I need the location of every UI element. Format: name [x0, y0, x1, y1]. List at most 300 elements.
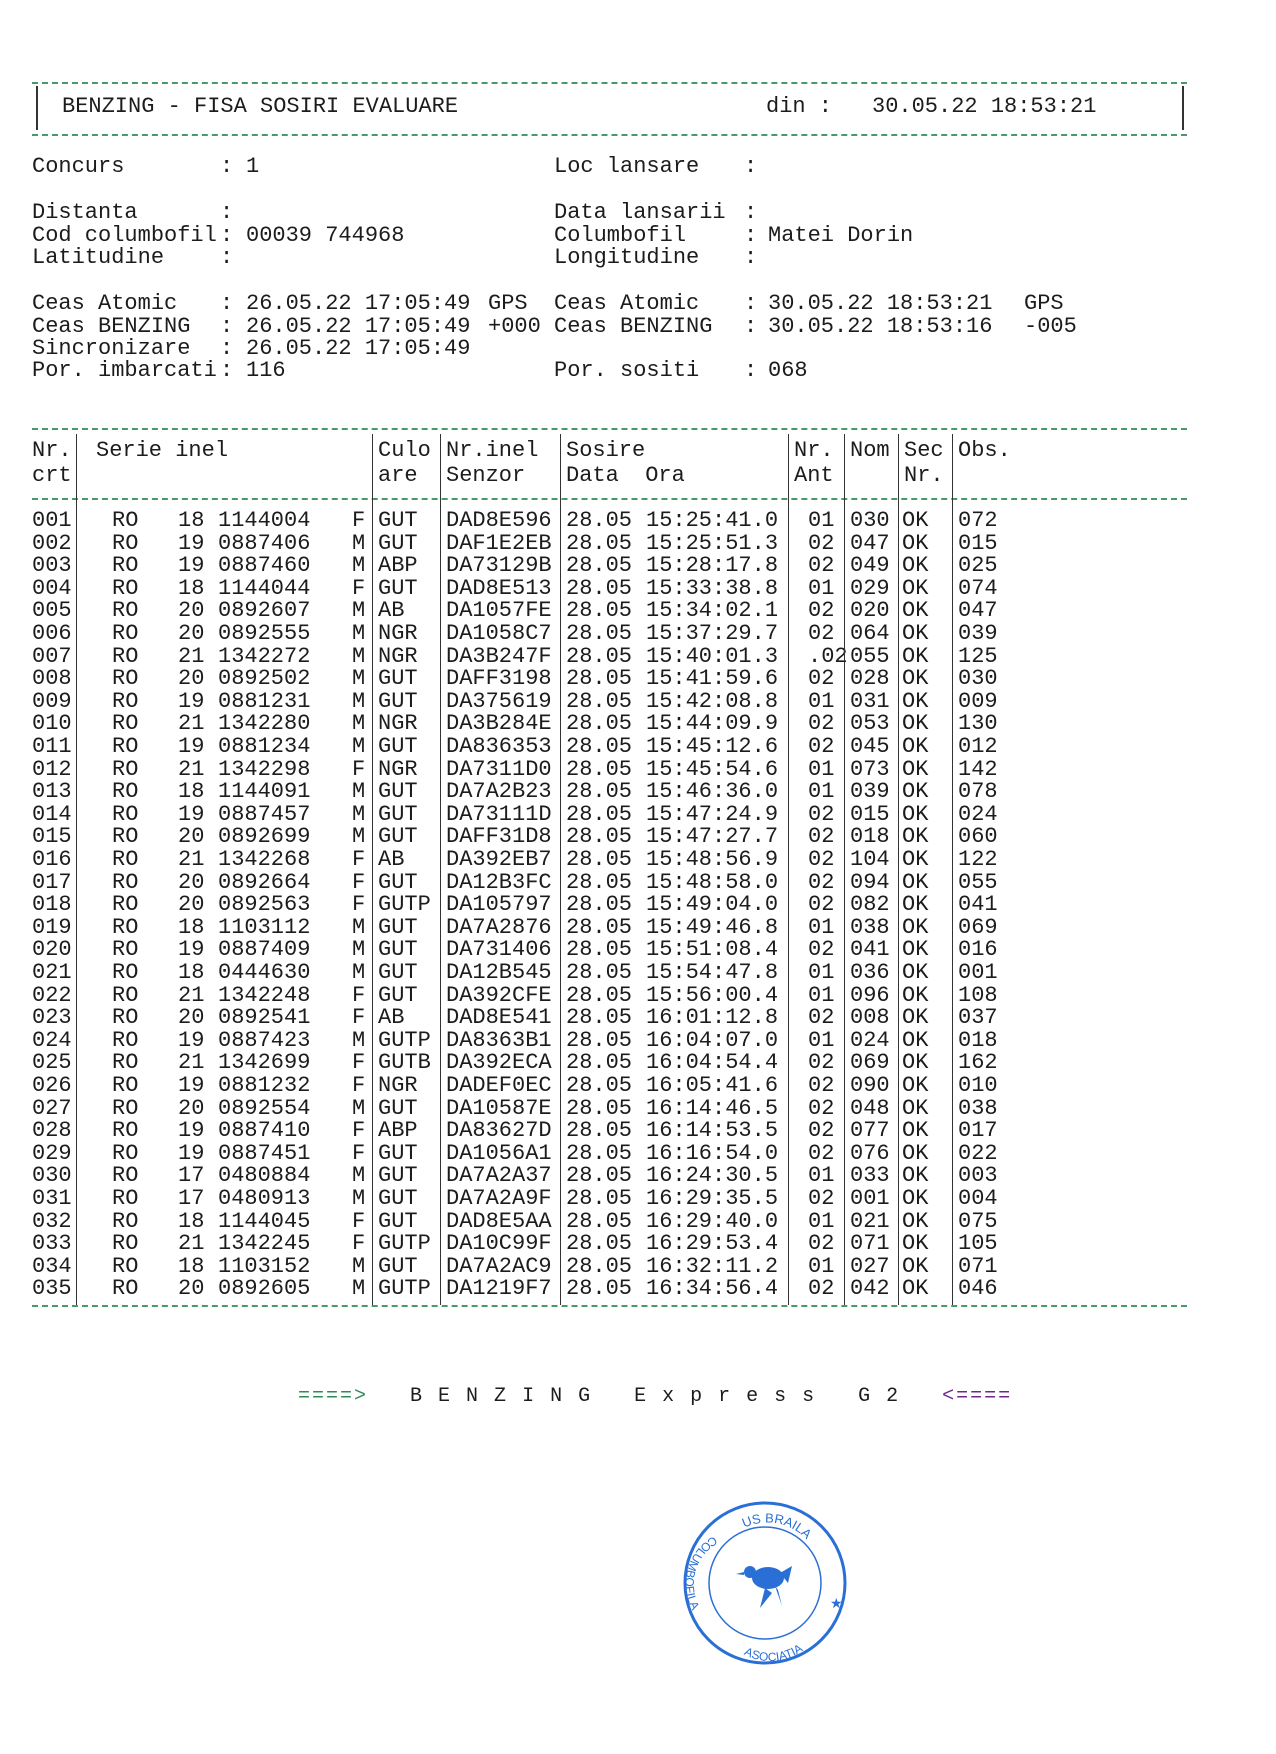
cell-ora: 16:04:54.4	[646, 1050, 779, 1076]
cell-senzor: DA73129B	[446, 553, 552, 579]
cell-ant: 01	[808, 1253, 835, 1279]
cell-culoare: GUT	[378, 982, 418, 1008]
cell-data: 28.05	[566, 982, 633, 1008]
cell-nr: 026	[32, 1073, 72, 1098]
cell-sec: OK	[902, 937, 929, 963]
stamp-text-top: US BRAILA	[739, 1510, 815, 1542]
cell-senzor: DA836353	[446, 734, 552, 759]
cell-nr: 025	[32, 1050, 72, 1076]
cell-culoare: NGR	[378, 711, 418, 737]
cell-nr: 003	[32, 553, 72, 579]
cell-ora: 15:49:46.8	[646, 914, 779, 940]
cell-obs: 015	[958, 530, 998, 556]
table-row	[32, 892, 1192, 917]
cell-ant: 01	[808, 508, 835, 533]
cell-data: 28.05	[566, 779, 633, 805]
cell-inel: 0480884	[218, 1163, 311, 1189]
cell-nr: 007	[32, 643, 72, 669]
cell-inel: 0892554	[218, 1095, 311, 1121]
table-row	[32, 1096, 1192, 1121]
cell-senzor: DA105797	[446, 892, 552, 918]
cell-sec: OK	[902, 734, 929, 759]
cell-ora: 16:01:12.8	[646, 1005, 779, 1031]
header-bottom-rule	[32, 134, 1187, 136]
cell-nr: 017	[32, 869, 72, 895]
cell-senzor: DAD8E5AA	[446, 1208, 552, 1234]
cell-nr: 034	[32, 1253, 72, 1279]
cell-sex: F	[352, 575, 366, 601]
th-obs: Obs.	[958, 438, 1011, 463]
cell-sec: OK	[902, 711, 929, 737]
cell-culoare: GUT	[378, 801, 418, 827]
cell-tara: RO	[112, 779, 139, 805]
header-right-bar	[1182, 86, 1184, 130]
cell-obs: 142	[958, 756, 998, 782]
cell-sec: OK	[902, 666, 929, 692]
cell-nom: 082	[850, 892, 890, 918]
cell-ora: 15:47:27.7	[646, 824, 779, 850]
cell-inel: 0881231	[218, 688, 311, 714]
cell-nom: 024	[850, 1027, 890, 1053]
cell-inel: 0444630	[218, 960, 311, 985]
cell-an: 20	[178, 666, 205, 692]
table-row	[32, 598, 1192, 623]
info-right-separator: :	[744, 291, 758, 316]
info-left-separator: :	[220, 245, 234, 270]
cell-tara: RO	[112, 508, 139, 533]
cell-culoare: GUT	[378, 734, 418, 759]
cell-an: 17	[178, 1186, 205, 1211]
table-row	[32, 1028, 1192, 1053]
cell-tara: RO	[112, 892, 139, 918]
cell-data: 28.05	[566, 1073, 633, 1098]
cell-obs: 010	[958, 1073, 998, 1098]
table-row	[32, 824, 1192, 849]
cell-senzor: DA1057FE	[446, 598, 552, 624]
cell-tara: RO	[112, 643, 139, 669]
cell-ant: 02	[808, 1005, 835, 1031]
cell-sex: F	[352, 1231, 366, 1257]
cell-sec: OK	[902, 801, 929, 827]
cell-data: 28.05	[566, 530, 633, 556]
cell-nom: 042	[850, 1276, 890, 1302]
info-right-label: Columbofil	[554, 223, 687, 248]
cell-ant: 01	[808, 982, 835, 1008]
cell-sex: M	[352, 711, 366, 737]
table-header-rule	[32, 498, 1187, 500]
cell-senzor: DA10C99F	[446, 1231, 552, 1257]
cell-ant: 02	[808, 711, 835, 737]
table-row	[32, 1163, 1192, 1188]
footer-banner	[242, 1362, 1012, 1431]
cell-obs: 003	[958, 1163, 998, 1189]
cell-inel: 1342280	[218, 711, 311, 737]
cell-inel: 0887406	[218, 530, 311, 556]
cell-inel: 1144091	[218, 779, 311, 805]
cell-sec: OK	[902, 1208, 929, 1234]
cell-sec: OK	[902, 1073, 929, 1098]
cell-an: 21	[178, 711, 205, 737]
cell-sec: OK	[902, 1231, 929, 1257]
cell-data: 28.05	[566, 1276, 633, 1302]
info-left-value: 26.05.22 17:05:49	[246, 314, 471, 339]
cell-obs: 075	[958, 1208, 998, 1234]
cell-tara: RO	[112, 1186, 139, 1211]
cell-culoare: GUT	[378, 937, 418, 963]
cell-inel: 0887451	[218, 1140, 311, 1166]
cell-sec: OK	[902, 824, 929, 850]
th-senzor: Senzor	[446, 463, 526, 488]
info-right-label: Longitudine	[554, 245, 700, 270]
th-serie-inel: Serie inel	[96, 438, 229, 463]
cell-ant: 02	[808, 621, 835, 646]
th-crt: crt	[32, 463, 72, 488]
info-right-extra: GPS	[1024, 291, 1064, 316]
cell-nom: 039	[850, 779, 890, 805]
cell-obs: 041	[958, 892, 998, 918]
cell-culoare: GUT	[378, 1208, 418, 1234]
info-left-value: 116	[246, 358, 286, 383]
cell-nom: 038	[850, 914, 890, 940]
table-row	[32, 508, 1192, 533]
cell-ant: 02	[808, 1231, 835, 1257]
footer-arrow-left: ====>	[298, 1385, 369, 1408]
cell-ant: 01	[808, 779, 835, 805]
cell-senzor: DAD8E513	[446, 575, 552, 601]
cell-sex: F	[352, 982, 366, 1008]
cell-nr: 014	[32, 801, 72, 827]
cell-nr: 024	[32, 1027, 72, 1053]
cell-senzor: DA7A2AC9	[446, 1253, 552, 1279]
cell-inel: 0892563	[218, 892, 311, 918]
cell-tara: RO	[112, 553, 139, 579]
cell-nom: 008	[850, 1005, 890, 1031]
cell-an: 20	[178, 621, 205, 646]
cell-senzor: DA1219F7	[446, 1276, 552, 1302]
info-right-label: Data lansarii	[554, 200, 726, 225]
cell-sex: M	[352, 1095, 366, 1121]
cell-inel: 0887457	[218, 801, 311, 827]
cell-sex: M	[352, 801, 366, 827]
cell-nr: 005	[32, 598, 72, 624]
cell-sex: M	[352, 621, 366, 646]
cell-data: 28.05	[566, 847, 633, 872]
info-left-label: Concurs	[32, 154, 125, 179]
cell-senzor: DA1058C7	[446, 621, 552, 646]
cell-senzor: DA392EB7	[446, 847, 552, 872]
cell-data: 28.05	[566, 553, 633, 579]
cell-an: 19	[178, 801, 205, 827]
cell-sec: OK	[902, 1163, 929, 1189]
info-left-separator: :	[220, 154, 234, 179]
cell-ant: 02	[808, 937, 835, 963]
cell-an: 19	[178, 553, 205, 579]
footer-text: B E N Z I N G E x p r e s s G 2	[410, 1385, 901, 1408]
cell-culoare: GUT	[378, 508, 418, 533]
info-right-value: 30.05.22 18:53:21	[768, 291, 993, 316]
info-right-label: Ceas Atomic	[554, 291, 700, 316]
cell-an: 20	[178, 892, 205, 918]
cell-senzor: DA3B247F	[446, 643, 552, 669]
table-top-rule	[32, 428, 1187, 430]
cell-nr: 010	[32, 711, 72, 737]
stamp-star-icon: ★	[830, 1595, 843, 1611]
cell-sec: OK	[902, 1253, 929, 1279]
cell-obs: 072	[958, 508, 998, 533]
cell-ant: 01	[808, 1163, 835, 1189]
cell-data: 28.05	[566, 1005, 633, 1031]
cell-nr: 030	[32, 1163, 72, 1189]
cell-culoare: NGR	[378, 621, 418, 646]
cell-ora: 15:48:58.0	[646, 869, 779, 895]
cell-an: 20	[178, 1095, 205, 1121]
cell-culoare: GUTP	[378, 892, 431, 918]
cell-obs: 130	[958, 711, 998, 737]
cell-nr: 001	[32, 508, 72, 533]
cell-data: 28.05	[566, 1095, 633, 1121]
cell-culoare: GUT	[378, 824, 418, 850]
cell-culoare: NGR	[378, 1073, 418, 1098]
info-right-label: Ceas BENZING	[554, 314, 713, 339]
info-right-separator: :	[744, 314, 758, 339]
cell-obs: 009	[958, 688, 998, 714]
cell-inel: 0881232	[218, 1073, 311, 1098]
column-separator	[76, 434, 77, 1305]
cell-culoare: GUT	[378, 779, 418, 805]
cell-sec: OK	[902, 847, 929, 872]
cell-ant: 01	[808, 1027, 835, 1053]
cell-ora: 15:40:01.3	[646, 643, 779, 669]
cell-senzor: DA731406	[446, 937, 552, 963]
info-left-label: Ceas BENZING	[32, 314, 191, 339]
cell-tara: RO	[112, 914, 139, 940]
cell-inel: 0892664	[218, 869, 311, 895]
table-row	[32, 960, 1192, 985]
cell-nom: 028	[850, 666, 890, 692]
cell-culoare: ABP	[378, 553, 418, 579]
cell-nr: 004	[32, 575, 72, 601]
cell-ant: .02	[808, 643, 848, 669]
cell-sex: M	[352, 1163, 366, 1189]
cell-nom: 094	[850, 869, 890, 895]
cell-sec: OK	[902, 1027, 929, 1053]
cell-data: 28.05	[566, 1027, 633, 1053]
cell-senzor: DA8363B1	[446, 1027, 552, 1053]
table-row	[32, 1209, 1192, 1234]
cell-data: 28.05	[566, 598, 633, 624]
column-separator	[560, 434, 561, 1305]
column-separator	[788, 434, 789, 1305]
cell-senzor: DA7A2A9F	[446, 1186, 552, 1211]
cell-an: 21	[178, 982, 205, 1008]
cell-obs: 018	[958, 1027, 998, 1053]
header-din-label: din :	[766, 94, 833, 119]
th-culoare-2: are	[378, 463, 418, 488]
cell-an: 20	[178, 1005, 205, 1031]
cell-data: 28.05	[566, 621, 633, 646]
cell-nom: 104	[850, 847, 890, 872]
cell-sex: F	[352, 1005, 366, 1031]
cell-ora: 15:48:56.9	[646, 847, 779, 872]
cell-an: 20	[178, 869, 205, 895]
table-row	[32, 644, 1192, 669]
cell-nom: 029	[850, 575, 890, 601]
info-right-value: 30.05.22 18:53:16	[768, 314, 993, 339]
cell-nr: 006	[32, 621, 72, 646]
cell-sex: M	[352, 688, 366, 714]
cell-culoare: GUTB	[378, 1050, 431, 1076]
cell-data: 28.05	[566, 1163, 633, 1189]
cell-tara: RO	[112, 1005, 139, 1031]
cell-ant: 02	[808, 553, 835, 579]
cell-inel: 0887410	[218, 1118, 311, 1144]
info-left-label: Distanta	[32, 200, 138, 225]
cell-an: 18	[178, 1253, 205, 1279]
cell-sec: OK	[902, 756, 929, 782]
cell-nom: 096	[850, 982, 890, 1008]
table-row	[32, 983, 1192, 1008]
cell-nr: 022	[32, 982, 72, 1008]
th-sec-1: Sec	[904, 438, 944, 463]
th-data-ora: Data Ora	[566, 463, 685, 488]
cell-obs: 078	[958, 779, 998, 805]
th-nom: Nom	[850, 438, 890, 463]
cell-culoare: GUTP	[378, 1027, 431, 1053]
cell-inel: 0480913	[218, 1186, 311, 1211]
cell-tara: RO	[112, 982, 139, 1008]
th-nr: Nr.	[32, 438, 72, 463]
cell-inel: 0887409	[218, 937, 311, 963]
cell-obs: 017	[958, 1118, 998, 1144]
cell-ant: 02	[808, 1073, 835, 1098]
cell-obs: 030	[958, 666, 998, 692]
cell-tara: RO	[112, 1027, 139, 1053]
cell-sec: OK	[902, 869, 929, 895]
info-right-extra: -005	[1024, 314, 1077, 339]
cell-ant: 02	[808, 734, 835, 759]
cell-inel: 0887460	[218, 553, 311, 579]
cell-ant: 02	[808, 1050, 835, 1076]
cell-ora: 15:49:04.0	[646, 892, 779, 918]
cell-nom: 076	[850, 1140, 890, 1166]
cell-sex: F	[352, 1208, 366, 1234]
cell-ant: 01	[808, 688, 835, 714]
cell-obs: 038	[958, 1095, 998, 1121]
cell-nom: 041	[850, 937, 890, 963]
cell-ora: 16:29:35.5	[646, 1186, 779, 1211]
table-row	[32, 1050, 1192, 1075]
info-left-label: Cod columbofil	[32, 223, 217, 248]
cell-obs: 022	[958, 1140, 998, 1166]
cell-nr: 020	[32, 937, 72, 963]
cell-an: 19	[178, 1073, 205, 1098]
cell-ora: 15:56:00.4	[646, 982, 779, 1008]
cell-culoare: GUT	[378, 530, 418, 556]
cell-an: 19	[178, 734, 205, 759]
cell-culoare: GUTP	[378, 1276, 431, 1302]
cell-nom: 090	[850, 1073, 890, 1098]
cell-inel: 1144045	[218, 1208, 311, 1234]
cell-data: 28.05	[566, 1118, 633, 1144]
cell-ant: 01	[808, 914, 835, 940]
cell-an: 21	[178, 643, 205, 669]
cell-obs: 125	[958, 643, 998, 669]
cell-inel: 0892502	[218, 666, 311, 692]
cell-an: 19	[178, 1118, 205, 1144]
cell-sec: OK	[902, 553, 929, 579]
cell-sex: F	[352, 1073, 366, 1098]
cell-sec: OK	[902, 914, 929, 940]
cell-obs: 071	[958, 1253, 998, 1279]
cell-inel: 1342245	[218, 1231, 311, 1257]
cell-nr: 008	[32, 666, 72, 692]
cell-obs: 037	[958, 1005, 998, 1031]
cell-an: 21	[178, 756, 205, 782]
cell-tara: RO	[112, 666, 139, 692]
cell-sex: F	[352, 508, 366, 533]
cell-ant: 02	[808, 847, 835, 872]
info-right-separator: :	[744, 223, 758, 248]
cell-obs: 162	[958, 1050, 998, 1076]
th-sec-2: Nr.	[904, 463, 944, 488]
cell-ant: 02	[808, 824, 835, 850]
cell-senzor: DA12B3FC	[446, 869, 552, 895]
info-left-value: 00039 744968	[246, 223, 405, 248]
cell-sec: OK	[902, 1276, 929, 1302]
cell-obs: 016	[958, 937, 998, 963]
cell-tara: RO	[112, 1276, 139, 1302]
cell-culoare: GUT	[378, 666, 418, 692]
info-left-extra: +000	[488, 314, 541, 339]
cell-tara: RO	[112, 1163, 139, 1189]
cell-ant: 02	[808, 1276, 835, 1302]
cell-tara: RO	[112, 1118, 139, 1144]
cell-tara: RO	[112, 598, 139, 624]
cell-ora: 16:29:40.0	[646, 1208, 779, 1234]
cell-sex: M	[352, 1186, 366, 1211]
cell-sec: OK	[902, 982, 929, 1008]
cell-tara: RO	[112, 1050, 139, 1076]
cell-culoare: GUT	[378, 1163, 418, 1189]
cell-nom: 077	[850, 1118, 890, 1144]
table-row	[32, 779, 1192, 804]
cell-culoare: GUT	[378, 1186, 418, 1211]
header-top-rule	[32, 82, 1187, 84]
cell-senzor: DA10587E	[446, 1095, 552, 1121]
cell-obs: 024	[958, 801, 998, 827]
cell-tara: RO	[112, 1095, 139, 1121]
table-row	[32, 915, 1192, 940]
cell-obs: 074	[958, 575, 998, 601]
cell-culoare: GUT	[378, 1140, 418, 1166]
info-left-label: Latitudine	[32, 245, 165, 270]
cell-sex: M	[352, 1027, 366, 1053]
cell-culoare: AB	[378, 847, 405, 872]
column-separator	[372, 434, 373, 1305]
cell-tara: RO	[112, 711, 139, 737]
cell-inel: 1103152	[218, 1253, 311, 1279]
cell-data: 28.05	[566, 824, 633, 850]
cell-nr: 015	[32, 824, 72, 850]
cell-nr: 023	[32, 1005, 72, 1031]
cell-nom: 069	[850, 1050, 890, 1076]
cell-senzor: DAFF31D8	[446, 824, 552, 850]
cell-ant: 02	[808, 869, 835, 895]
info-left-value: 26.05.22 17:05:49	[246, 336, 471, 361]
cell-nr: 002	[32, 530, 72, 556]
cell-culoare: GUT	[378, 1095, 418, 1121]
info-left-label: Ceas Atomic	[32, 291, 178, 316]
